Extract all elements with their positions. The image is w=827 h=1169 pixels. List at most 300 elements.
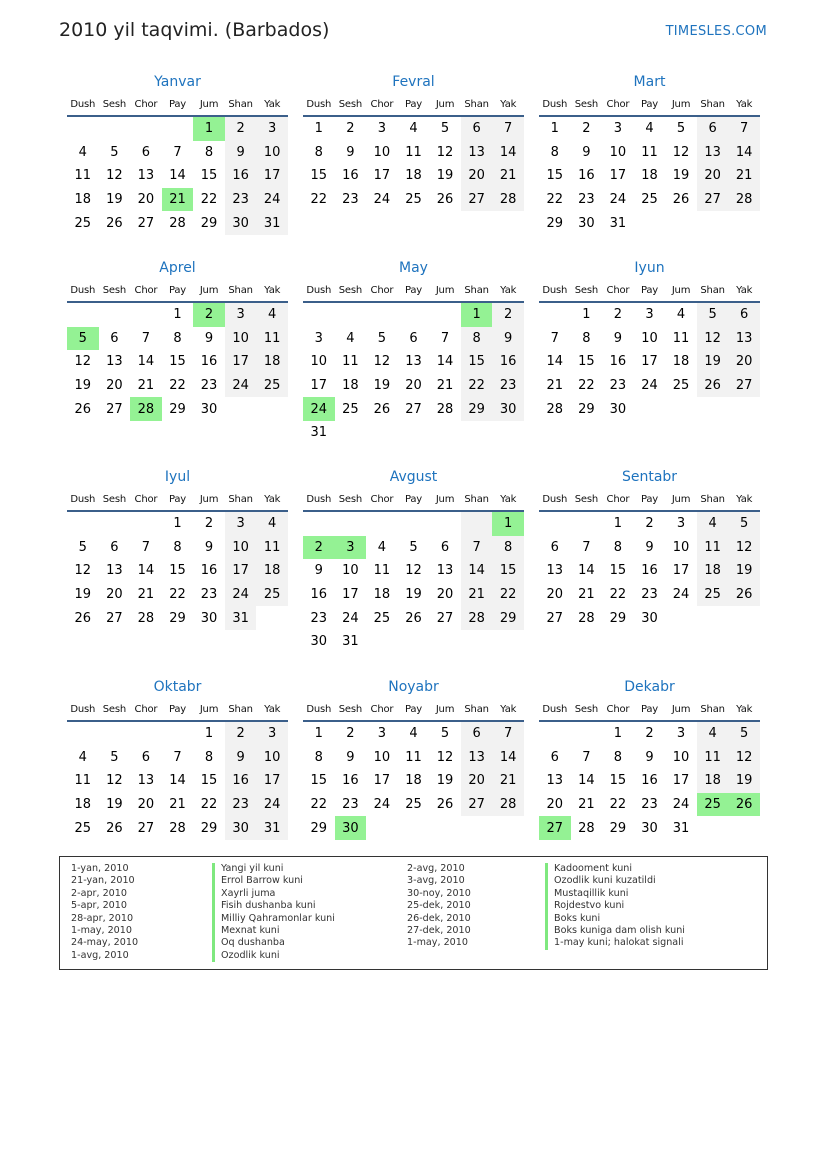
empty-cell: [492, 421, 524, 445]
month-name: Iyul: [164, 469, 191, 485]
day-cell: 3: [377, 121, 387, 137]
weekday-header: Dush: [539, 279, 571, 302]
day-cell: 1: [582, 307, 591, 323]
weekday-header: Dush: [303, 279, 335, 302]
empty-cell: [665, 211, 697, 235]
day-cell: 21: [578, 587, 595, 603]
day-cell: 22: [546, 192, 564, 208]
day-cell: 9: [645, 539, 654, 555]
holiday-dates-col2: [407, 863, 471, 950]
day-cell: 31: [310, 425, 328, 441]
weekday-header: Sesh: [335, 279, 367, 302]
weekday-header: Pay: [634, 488, 666, 511]
day-cell: 1: [193, 116, 225, 141]
day-cell: 30: [225, 816, 257, 840]
day-cell: 15: [310, 773, 328, 789]
day-cell: 24: [256, 188, 288, 212]
day-cell: 13: [697, 141, 729, 165]
day-cell: 22: [200, 797, 218, 813]
day-cell: 16: [225, 769, 257, 793]
day-cell: 19: [436, 773, 454, 789]
day-cell: 22: [609, 797, 627, 813]
weekday-header: Pay: [162, 93, 194, 116]
weekday-header: Pay: [398, 698, 430, 721]
holiday-date: 28-apr, 2010: [71, 912, 134, 924]
day-cell: 20: [405, 378, 422, 394]
day-cell: 26: [728, 793, 760, 817]
day-cell: 29: [609, 820, 627, 836]
holiday-name: Rojdestvo kuni: [545, 900, 685, 912]
day-cell: 16: [225, 164, 257, 188]
empty-cell: [99, 302, 131, 327]
weekday-header: Dush: [67, 488, 99, 511]
day-cell: 13: [106, 354, 123, 370]
day-cell: 7: [728, 116, 760, 141]
day-cell: 4: [377, 539, 387, 555]
month-table: [539, 279, 760, 421]
day-cell: 16: [200, 354, 218, 370]
day-cell: 12: [697, 327, 729, 351]
day-cell: 21: [546, 378, 564, 394]
day-cell: 20: [546, 797, 564, 813]
day-cell: 12: [436, 749, 454, 765]
weekday-header: Shan: [225, 698, 257, 721]
day-cell: 1: [204, 726, 214, 742]
weekday-header: Shan: [461, 698, 493, 721]
day-cell: 14: [137, 354, 155, 370]
weekday-header: Pay: [162, 698, 194, 721]
day-cell: 21: [461, 583, 493, 607]
weekday-header: Shan: [697, 279, 729, 302]
day-cell: 3: [256, 721, 288, 746]
day-cell: 27: [137, 820, 155, 836]
day-cell: 13: [436, 563, 454, 579]
day-cell: 15: [609, 563, 627, 579]
holiday-name: Milliy Qahramonlar kuni: [212, 913, 335, 925]
weekday-header: Pay: [634, 279, 666, 302]
day-cell: 21: [436, 378, 454, 394]
day-cell: 19: [728, 559, 760, 583]
day-cell: 22: [169, 587, 186, 603]
day-cell: 6: [461, 721, 493, 746]
day-cell: 27: [106, 401, 123, 417]
day-cell: 31: [672, 820, 690, 836]
day-cell: 28: [492, 793, 524, 817]
day-cell: 31: [225, 606, 257, 630]
holiday-name: Boks kuniga dam olish kuni: [545, 925, 685, 937]
day-cell: 12: [106, 773, 123, 789]
weekday-header: Jum: [193, 93, 225, 116]
day-cell: 8: [204, 749, 214, 765]
day-cell: 13: [461, 141, 493, 165]
day-cell: 10: [310, 354, 328, 370]
month-name: Dekabr: [624, 679, 675, 695]
weekday-header: Shan: [461, 279, 493, 302]
day-cell: 9: [204, 330, 214, 346]
month-name: Yanvar: [154, 74, 201, 90]
holiday-date: 21-yan, 2010: [71, 875, 135, 887]
weekday-header: Yak: [728, 698, 760, 721]
weekday-header: Dush: [539, 698, 571, 721]
day-cell: 9: [225, 141, 257, 165]
weekday-header: Pay: [162, 488, 194, 511]
day-cell: 7: [550, 330, 559, 346]
day-cell: 8: [613, 749, 623, 765]
month-table: [303, 279, 524, 445]
day-cell: 15: [609, 773, 627, 789]
month-name: Mart: [633, 74, 666, 90]
month-table: [67, 698, 288, 840]
day-cell: 10: [641, 330, 658, 346]
day-cell: 14: [461, 559, 493, 583]
day-cell: 23: [641, 797, 658, 813]
day-cell: 16: [342, 773, 359, 789]
day-cell: 17: [225, 559, 257, 583]
day-cell: 17: [672, 773, 690, 789]
holiday-date: 27-dek, 2010: [407, 925, 471, 937]
day-cell: 25: [74, 820, 92, 836]
weekday-header: Chor: [130, 488, 162, 511]
day-cell: 24: [641, 378, 658, 394]
empty-cell: [728, 816, 760, 840]
day-cell: 23: [342, 192, 359, 208]
day-cell: 22: [492, 583, 524, 607]
day-cell: 6: [110, 330, 119, 346]
day-cell: 16: [641, 563, 658, 579]
holiday-name: Ozodlik kuni: [212, 950, 335, 962]
empty-cell: [634, 397, 666, 421]
day-cell: 4: [409, 726, 418, 742]
day-cell: 15: [169, 563, 186, 579]
weekday-header: Jum: [665, 488, 697, 511]
weekday-header: Jum: [193, 279, 225, 302]
day-cell: 5: [728, 721, 760, 746]
holiday-names-col2: [545, 863, 685, 950]
day-cell: 7: [492, 116, 524, 141]
holiday-date: 2-apr, 2010: [71, 887, 127, 899]
weekday-header: Dush: [303, 93, 335, 116]
holiday-date: 30-noy, 2010: [407, 887, 471, 899]
day-cell: 3: [645, 307, 654, 323]
day-cell: 11: [697, 536, 729, 560]
month-iyul: [67, 466, 288, 630]
day-cell: 3: [676, 516, 686, 532]
day-cell: 20: [106, 378, 123, 394]
holiday-name: Mexnat kuni: [212, 925, 335, 937]
weekday-header: Jum: [429, 698, 461, 721]
day-cell: 16: [641, 773, 658, 789]
weekday-header: Sesh: [99, 488, 131, 511]
day-cell: 15: [200, 773, 218, 789]
day-cell: 28: [130, 397, 162, 421]
day-cell: 29: [169, 401, 186, 417]
day-cell: 5: [676, 121, 686, 137]
day-cell: 8: [461, 327, 493, 351]
day-cell: 14: [169, 773, 186, 789]
day-cell: 21: [728, 164, 760, 188]
month-table: [303, 698, 524, 840]
day-cell: 10: [672, 539, 690, 555]
day-cell: 2: [613, 307, 623, 323]
day-cell: 8: [204, 144, 214, 160]
day-cell: 26: [697, 374, 729, 398]
day-cell: 21: [492, 164, 524, 188]
day-cell: 24: [373, 797, 391, 813]
day-cell: 28: [169, 820, 186, 836]
day-cell: 29: [461, 397, 493, 421]
day-cell: 27: [137, 215, 155, 231]
month-table: [303, 93, 524, 211]
day-cell: 26: [106, 820, 123, 836]
day-cell: 25: [697, 583, 729, 607]
day-cell: 10: [256, 746, 288, 770]
empty-cell: [162, 116, 194, 141]
day-cell: 5: [409, 539, 418, 555]
day-cell: 9: [582, 144, 591, 160]
empty-cell: [429, 816, 461, 840]
day-cell: 3: [676, 726, 686, 742]
day-cell: 22: [310, 192, 328, 208]
empty-cell: [335, 302, 367, 327]
weekday-header: Chor: [602, 279, 634, 302]
day-cell: 19: [672, 168, 690, 184]
day-cell: 22: [609, 587, 627, 603]
day-cell: 8: [492, 536, 524, 560]
holiday-name: Errol Barrow kuni: [212, 875, 335, 887]
day-cell: 25: [672, 378, 690, 394]
day-cell: 17: [641, 354, 658, 370]
day-cell: 30: [609, 401, 627, 417]
day-cell: 20: [461, 769, 493, 793]
empty-cell: [492, 630, 524, 654]
holiday-dates-col1: [71, 863, 138, 962]
empty-cell: [366, 511, 398, 536]
day-cell: 7: [141, 539, 151, 555]
weekday-header: Chor: [130, 698, 162, 721]
day-cell: 20: [137, 797, 155, 813]
month-table: [67, 488, 288, 630]
day-cell: 31: [342, 634, 359, 650]
day-cell: 19: [373, 378, 391, 394]
day-cell: 18: [373, 587, 391, 603]
day-cell: 16: [609, 354, 627, 370]
empty-cell: [67, 302, 99, 327]
day-cell: 25: [373, 610, 391, 626]
day-cell: 28: [546, 401, 564, 417]
holiday-date: 26-dek, 2010: [407, 912, 471, 924]
day-cell: 1: [173, 307, 182, 323]
empty-cell: [697, 606, 729, 630]
day-cell: 20: [137, 192, 155, 208]
day-cell: 9: [225, 746, 257, 770]
month-noyabr: [303, 676, 524, 840]
day-cell: 19: [405, 587, 422, 603]
weekday-header: Shan: [697, 698, 729, 721]
weekday-header: Sesh: [335, 93, 367, 116]
day-cell: 6: [409, 330, 418, 346]
day-cell: 20: [697, 164, 729, 188]
day-cell: 26: [672, 192, 690, 208]
day-cell: 10: [342, 563, 359, 579]
day-cell: 4: [409, 121, 418, 137]
day-cell: 20: [546, 587, 564, 603]
day-cell: 5: [78, 539, 87, 555]
day-cell: 12: [728, 746, 760, 770]
day-cell: 2: [204, 516, 214, 532]
weekday-header: Yak: [256, 93, 288, 116]
day-cell: 17: [373, 168, 391, 184]
holiday-date: 1-may, 2010: [407, 937, 468, 949]
empty-cell: [398, 816, 430, 840]
empty-cell: [697, 211, 729, 235]
day-cell: 2: [225, 721, 257, 746]
day-cell: 28: [436, 401, 454, 417]
day-cell: 13: [137, 773, 155, 789]
empty-cell: [130, 721, 162, 746]
day-cell: 5: [110, 749, 119, 765]
day-cell: 4: [256, 511, 288, 536]
day-cell: 13: [106, 563, 123, 579]
day-cell: 3: [377, 726, 387, 742]
day-cell: 13: [461, 746, 493, 770]
holiday-name: Fisih dushanba kuni: [212, 900, 335, 912]
weekday-header: Yak: [728, 488, 760, 511]
month-avgust: [303, 466, 524, 654]
day-cell: 9: [613, 330, 623, 346]
weekday-header: Yak: [492, 93, 524, 116]
day-cell: 11: [373, 563, 391, 579]
month-name: Sentabr: [621, 469, 678, 485]
day-cell: 22: [200, 192, 218, 208]
weekday-header: Jum: [193, 698, 225, 721]
empty-cell: [461, 630, 493, 654]
day-cell: 26: [74, 610, 92, 626]
weekday-header: Jum: [193, 488, 225, 511]
weekday-header: Sesh: [335, 488, 367, 511]
day-cell: 19: [106, 797, 123, 813]
day-cell: 14: [436, 354, 454, 370]
day-cell: 19: [74, 587, 92, 603]
day-cell: 16: [578, 168, 595, 184]
month-table: [67, 93, 288, 235]
day-cell: 17: [225, 350, 257, 374]
empty-cell: [429, 302, 461, 327]
day-cell: 7: [461, 536, 493, 560]
day-cell: 2: [645, 726, 654, 742]
day-cell: 28: [169, 215, 186, 231]
day-cell: 4: [256, 302, 288, 327]
day-cell: 18: [256, 559, 288, 583]
weekday-header: Pay: [634, 93, 666, 116]
empty-cell: [429, 630, 461, 654]
empty-cell: [130, 302, 162, 327]
holiday-date: 1-yan, 2010: [71, 863, 129, 874]
empty-cell: [728, 606, 760, 630]
day-cell: 1: [613, 726, 623, 742]
weekday-header: Shan: [697, 488, 729, 511]
weekday-header: Sesh: [99, 698, 131, 721]
day-cell: 15: [492, 559, 524, 583]
weekday-header: Dush: [67, 93, 99, 116]
day-cell: 18: [697, 559, 729, 583]
day-cell: 12: [672, 144, 690, 160]
day-cell: 12: [405, 563, 422, 579]
month-aprel: [67, 257, 288, 421]
day-cell: 2: [492, 302, 524, 327]
weekday-header: Shan: [225, 488, 257, 511]
day-cell: 24: [609, 192, 627, 208]
weekday-header: Sesh: [571, 698, 603, 721]
day-cell: 18: [405, 168, 422, 184]
day-cell: 4: [78, 144, 87, 160]
day-cell: 10: [609, 144, 627, 160]
holiday-date: 24-may, 2010: [71, 937, 139, 949]
weekday-header: Pay: [398, 279, 430, 302]
weekday-header: Pay: [162, 279, 194, 302]
day-cell: 18: [74, 192, 92, 208]
day-cell: 27: [728, 374, 760, 398]
holiday-name: Kadooment kuni: [545, 863, 685, 875]
weekday-header: Chor: [366, 698, 398, 721]
weekday-header: Jum: [429, 488, 461, 511]
empty-cell: [571, 721, 603, 746]
day-cell: 11: [405, 749, 422, 765]
day-cell: 29: [200, 820, 218, 836]
day-cell: 14: [728, 141, 760, 165]
holiday-name: Boks kuni: [545, 913, 685, 925]
day-cell: 13: [405, 354, 422, 370]
weekday-header: Dush: [539, 93, 571, 116]
day-cell: 30: [200, 610, 218, 626]
day-cell: 1: [613, 516, 623, 532]
day-cell: 6: [697, 116, 729, 141]
brand-link[interactable]: TIMESLES.COM: [665, 24, 767, 39]
day-cell: 11: [342, 354, 359, 370]
day-cell: 7: [582, 749, 591, 765]
day-cell: 27: [539, 816, 571, 840]
day-cell: 23: [310, 610, 328, 626]
day-cell: 3: [225, 302, 257, 327]
weekday-header: Sesh: [571, 93, 603, 116]
day-cell: 3: [613, 121, 623, 137]
day-cell: 19: [74, 378, 92, 394]
day-cell: 3: [314, 330, 323, 346]
weekday-header: Jum: [429, 93, 461, 116]
day-cell: 11: [256, 327, 288, 351]
weekday-header: Pay: [634, 698, 666, 721]
month-fevral: [303, 71, 524, 211]
day-cell: 19: [728, 769, 760, 793]
day-cell: 21: [137, 587, 155, 603]
month-iyun: [539, 257, 760, 421]
day-cell: 24: [672, 587, 690, 603]
day-cell: 2: [346, 726, 355, 742]
holiday-name: Xayrli juma: [212, 888, 335, 900]
day-cell: 21: [578, 797, 595, 813]
day-cell: 11: [697, 746, 729, 770]
day-cell: 8: [550, 144, 559, 160]
day-cell: 30: [492, 397, 524, 421]
day-cell: 25: [256, 374, 288, 398]
day-cell: 7: [173, 749, 182, 765]
day-cell: 4: [78, 749, 87, 765]
day-cell: 23: [225, 793, 257, 817]
day-cell: 2: [645, 516, 654, 532]
month-sentabr: [539, 466, 760, 630]
day-cell: 8: [314, 144, 323, 160]
weekday-header: Chor: [366, 488, 398, 511]
weekday-header: Chor: [602, 488, 634, 511]
